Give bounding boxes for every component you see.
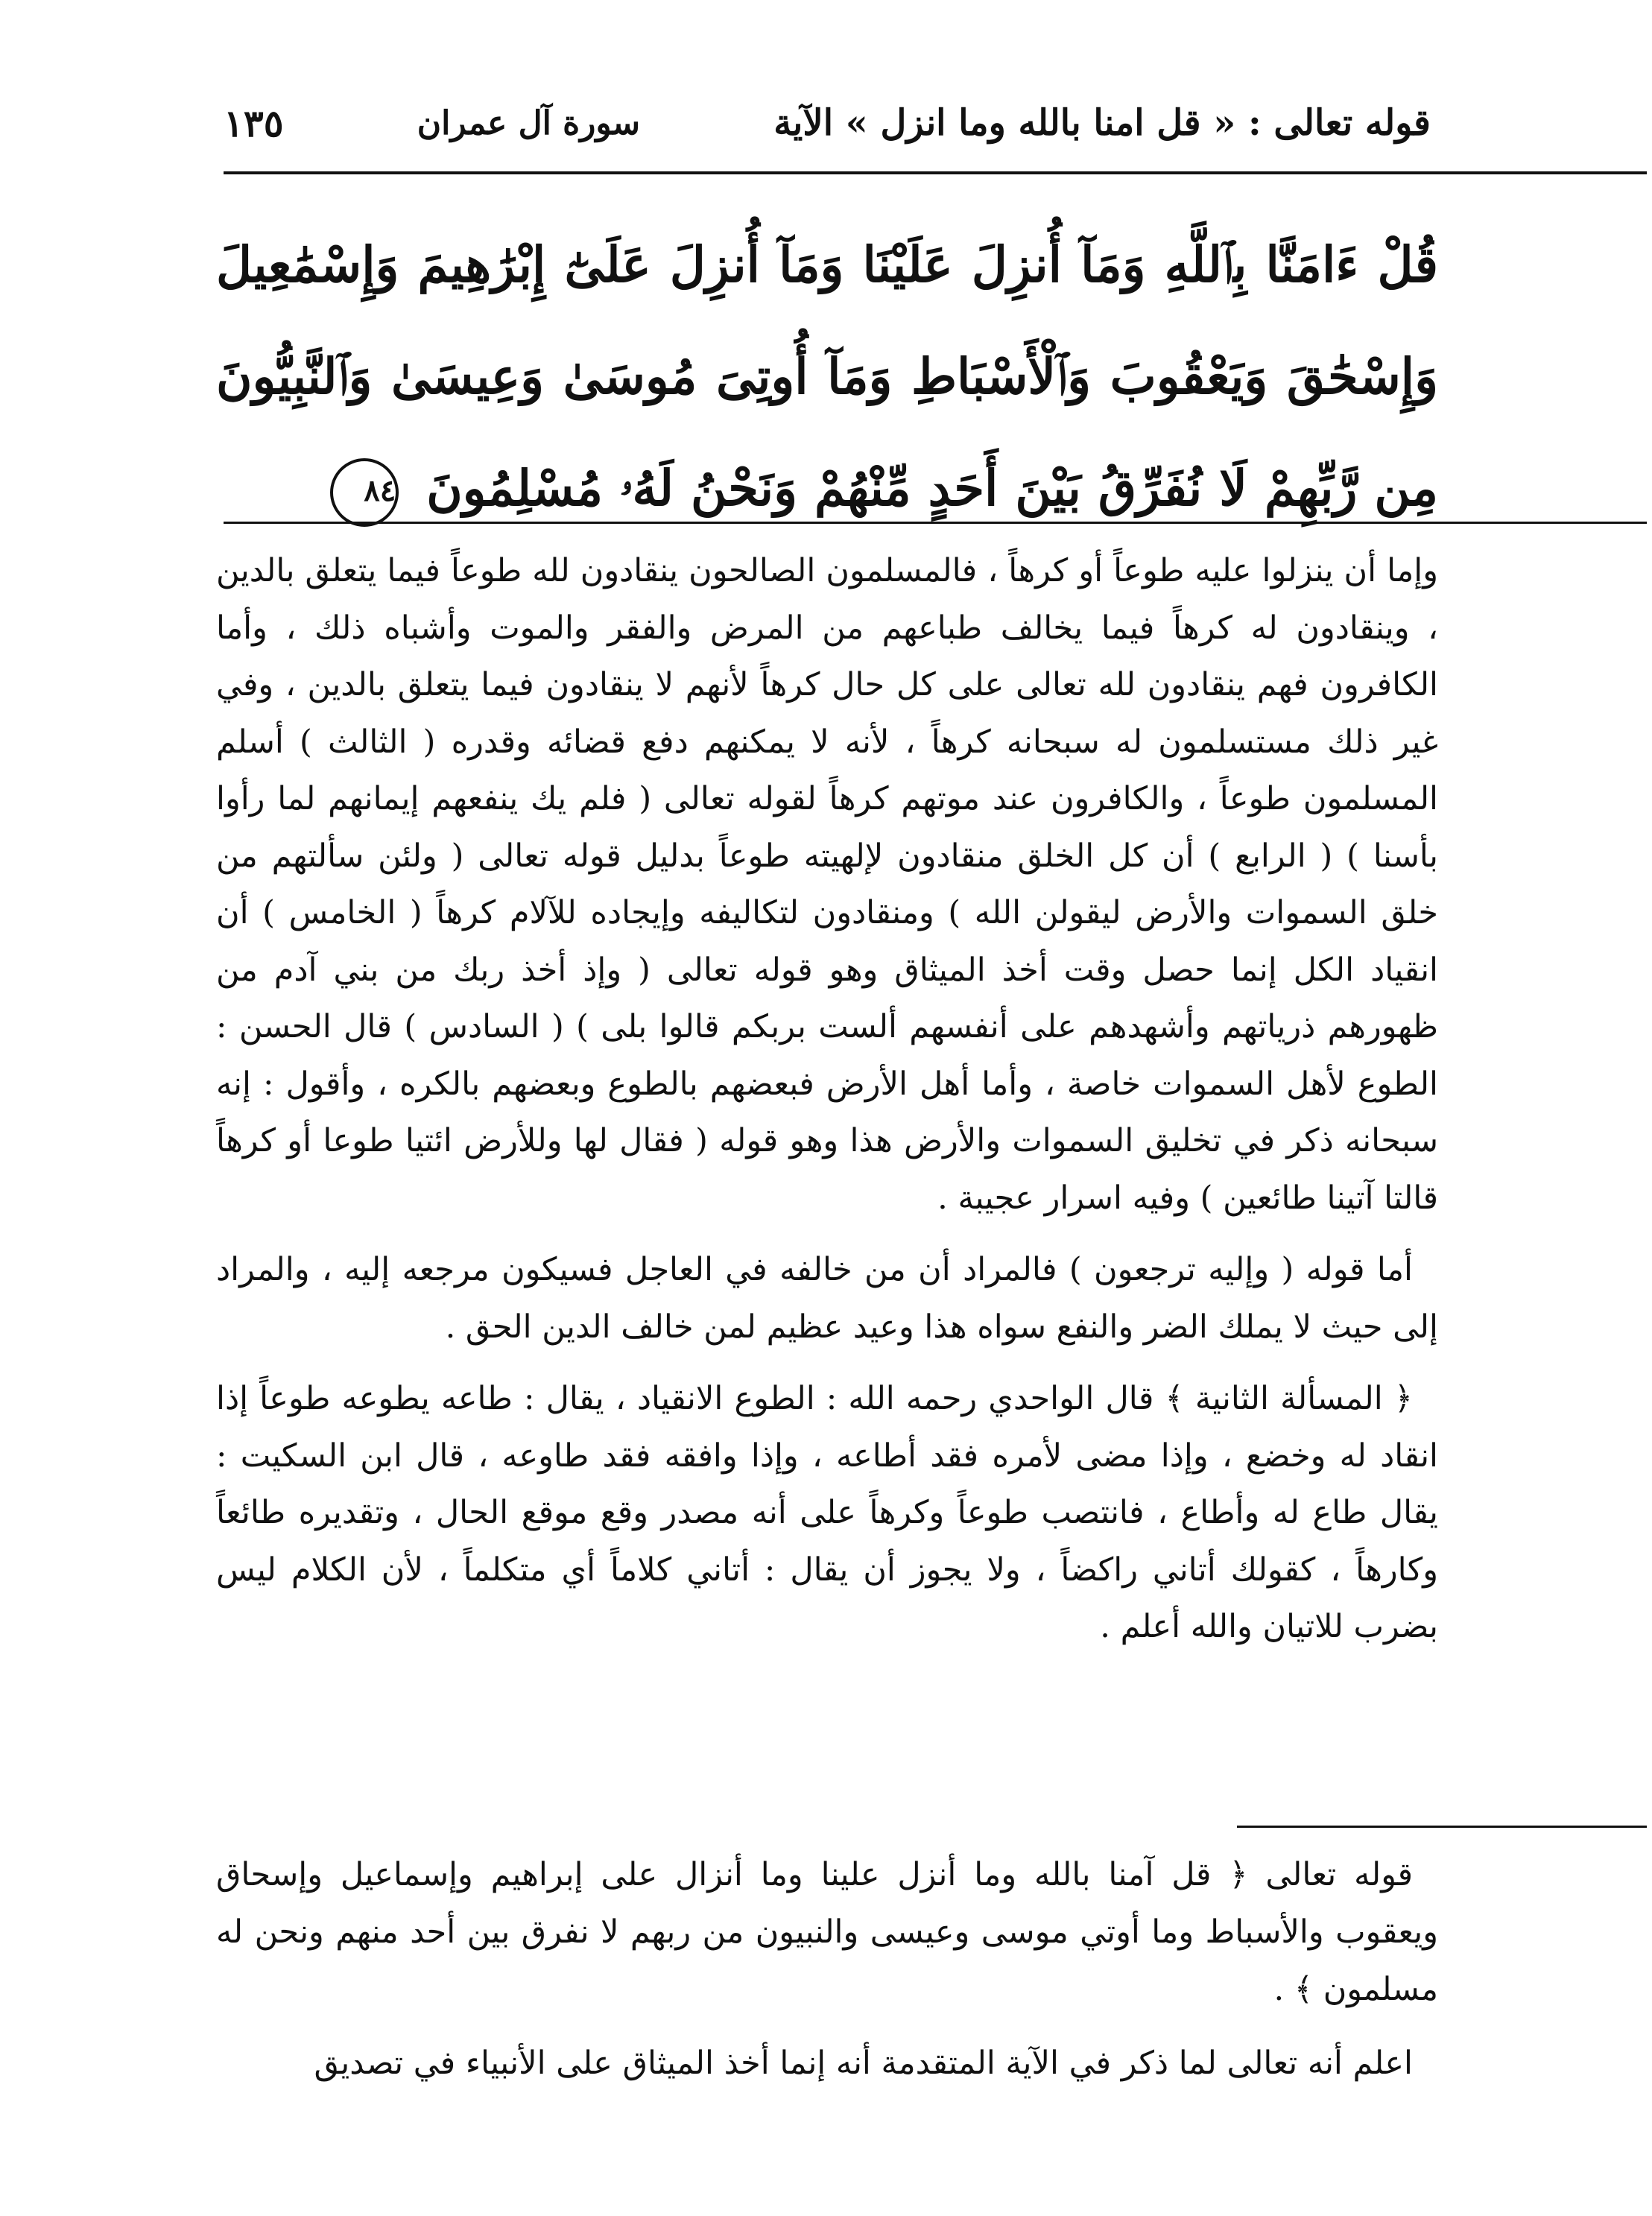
section-divider	[1237, 1826, 1647, 1828]
commentary-paragraph-2: أما قوله ( وإليه ترجعون ) فالمراد أن من خالفه في العاجل فسيكون مرجعه إليه ، والمراد إلى حيث لا يملك الضر والنفع سواه هذا وعيد عظيم لمن خالف الدين الحق .	[216, 1251, 1438, 1346]
quran-verse	[216, 209, 1438, 544]
next-section	[216, 1846, 1438, 2109]
ayah-number-marker: ٨٤	[330, 458, 399, 527]
commentary-paragraph-3: ﴿ المسألة الثانية ﴾ قال الواحدي رحمه الله : الطوع الانقياد ، يقال : طاعه يطوعه طوعاً إذا انقاد له وخضع ، وإذا مضى لأمره فقد أطاعه ، وإذا وافقه فقد طاوعه ، قال ابن السكيت : يقال طاع له وأطاع ، فانتصب طوعاً وكرهاً على أنه مصدر وقع موقع الحال ، وتقديره طائعاً وكارهاً ، كقولك أتاني راكضاً ، ولا يجوز أن يقال : أتاني كلاماً أي متكلماً ، لأن الكلام ليس بضرب للاتيان والله أعلم .	[216, 1380, 1438, 1645]
verse-divider	[224, 522, 1647, 524]
next-section-verse: قوله تعالى ﴿ قل آمنا بالله وما أنزل علينا وما أنزال على إبراهيم وإسماعيل وإسحاق ويعقوب والأسباط وما أوتي موسى وعيسى والنبيون من ربهم لا نفرق بين أحد منهم ونحن له مسلمون ﴾ .	[216, 1856, 1438, 2008]
page-number: ١٣٥	[224, 101, 284, 145]
surah-name: سورة آل عمران	[417, 104, 641, 142]
verse-text: قُلْ ءَامَنَّا بِٱللَّهِ وَمَآ أُنزِلَ عَلَيْنَا وَمَآ أُنزِلَ عَلَىٰٓ إِبْرَٰهِيمَ وَإِسْمَٰعِيلَ وَإِسْحَٰقَ وَيَعْقُوبَ وَٱلْأَسْبَاطِ وَمَآ أُوتِىَ مُوسَىٰ وَعِيسَىٰ وَٱلنَّبِيُّونَ مِن رَّبِّهِمْ لَا نُفَرِّقُ بَيْنَ أَحَدٍ مِّنْهُمْ وَنَحْنُ لَهُۥ مُسْلِمُونَ	[216, 235, 1438, 517]
commentary-paragraph-1: وإما أن ينزلوا عليه طوعاً أو كرهاً ، فالمسلمون الصالحون ينقادون لله طوعاً فيما يتعلق بالدين ، وينقادون له كرهاً فيما يخالف طباعهم من المرض والفقر والموت وأشباه ذلك ، وأما الكافرون فهم ينقادون لله تعالى على كل حال كرهاً لأنهم لا ينقادون فيما يتعلق بالدين ، وفي غير ذلك مستسلمون له سبحانه كرهاً ، لأنه لا يمكنهم دفع قضائه وقدره ( الثالث ) أسلم المسلمون طوعاً ، والكافرون عند موتهم كرهاً لقوله تعالى ( فلم يك ينفعهم إيمانهم لما رأوا بأسنا ) ( الرابع ) أن كل الخلق منقادون لإلهيته طوعاً بدليل قوله تعالى ( ولئن سألتهم من خلق السموات والأرض ليقولن الله ) ومنقادون لتكاليفه وإيجاده للآلام كرهاً ( الخامس ) أن انقياد الكل إنما حصل وقت أخذ الميثاق وهو قوله تعالى ( وإذ أخذ ربك من بني آدم من ظهورهم ذرياتهم وأشهدهم على أنفسهم ألست بربكم قالوا بلى ) ( السادس ) قال الحسن : الطوع لأهل السموات خاصة ، وأما أهل الأرض فبعضهم بالطوع وبعضهم بالكره ، وأقول : إنه سبحانه ذكر في تخليق السموات والأرض هذا وهو قوله ( فقال لها وللأرض ائتيا طوعا أو كرهاً قالتا آتينا طائعين ) وفيه اسرار عجيبة .	[216, 552, 1438, 1217]
next-section-intro: اعلم أنه تعالى لما ذكر في الآية المتقدمة أنه إنما أخذ الميثاق على الأنبياء في تصديق	[314, 2045, 1413, 2082]
header-title: قوله تعالى : « قل امنا بالله وما انزل » الآية	[773, 102, 1431, 144]
commentary-body	[216, 542, 1438, 1671]
page-header	[224, 89, 1431, 156]
header-divider	[224, 171, 1647, 174]
